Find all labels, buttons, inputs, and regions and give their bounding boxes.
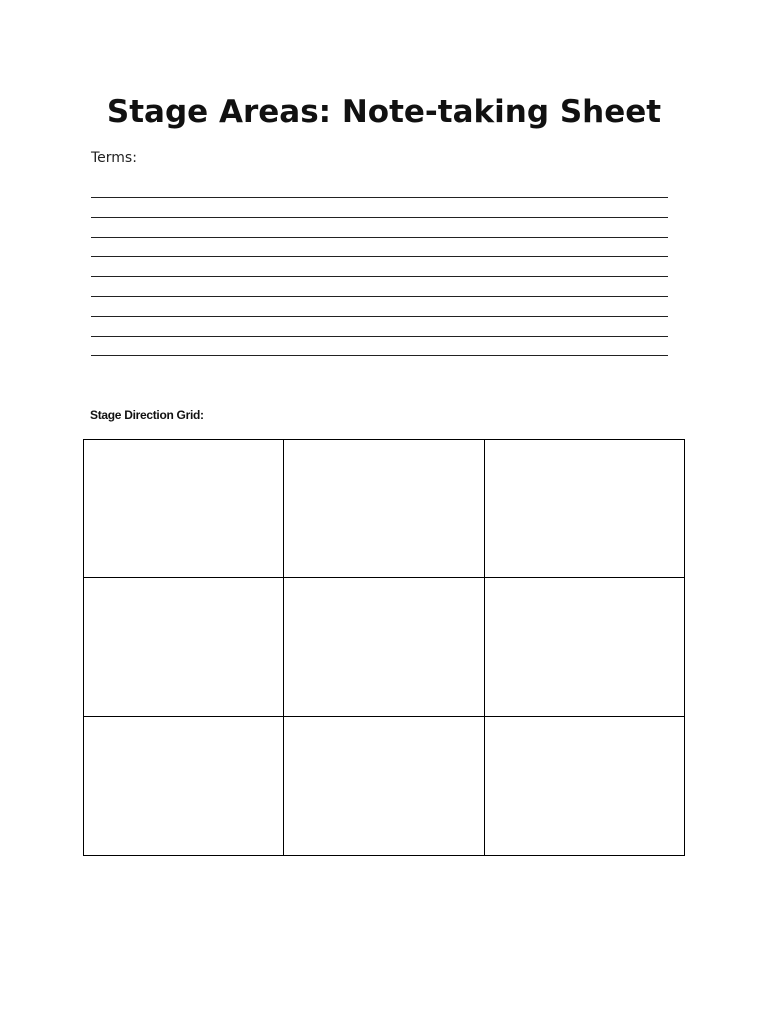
writing-line <box>91 237 668 238</box>
terms-writing-lines <box>91 197 668 375</box>
stage-direction-grid <box>83 439 685 856</box>
writing-line <box>91 336 668 337</box>
terms-label: Terms: <box>91 150 137 166</box>
grid-cell-r2-c1 <box>84 578 284 717</box>
writing-line <box>91 197 668 198</box>
writing-line <box>91 276 668 277</box>
writing-line <box>91 316 668 317</box>
grid-cell-r3-c2 <box>284 717 485 855</box>
grid-cell-r1-c2 <box>284 440 485 578</box>
grid-cell-r3-c3 <box>485 717 684 855</box>
grid-cell-r1-c3 <box>485 440 684 578</box>
grid-cell-r3-c1 <box>84 717 284 855</box>
writing-line <box>91 355 668 356</box>
writing-line <box>91 296 668 297</box>
grid-cell-r2-c3 <box>485 578 684 717</box>
writing-line <box>91 217 668 218</box>
page-title: Stage Areas: Note-taking Sheet <box>106 94 662 130</box>
stage-direction-grid-label: Stage Direction Grid: <box>90 408 204 422</box>
grid-cell-r1-c1 <box>84 440 284 578</box>
writing-line <box>91 256 668 257</box>
grid-cell-r2-c2 <box>284 578 485 717</box>
